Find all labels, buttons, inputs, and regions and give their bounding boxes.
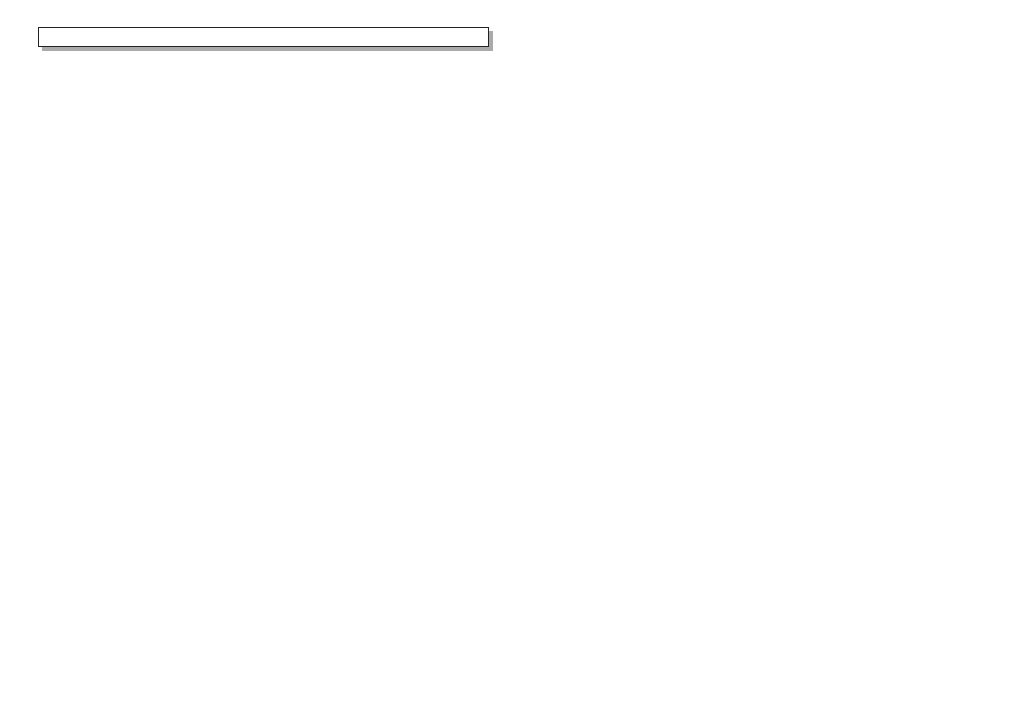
document-title bbox=[38, 27, 489, 47]
roster-table bbox=[44, 298, 477, 655]
